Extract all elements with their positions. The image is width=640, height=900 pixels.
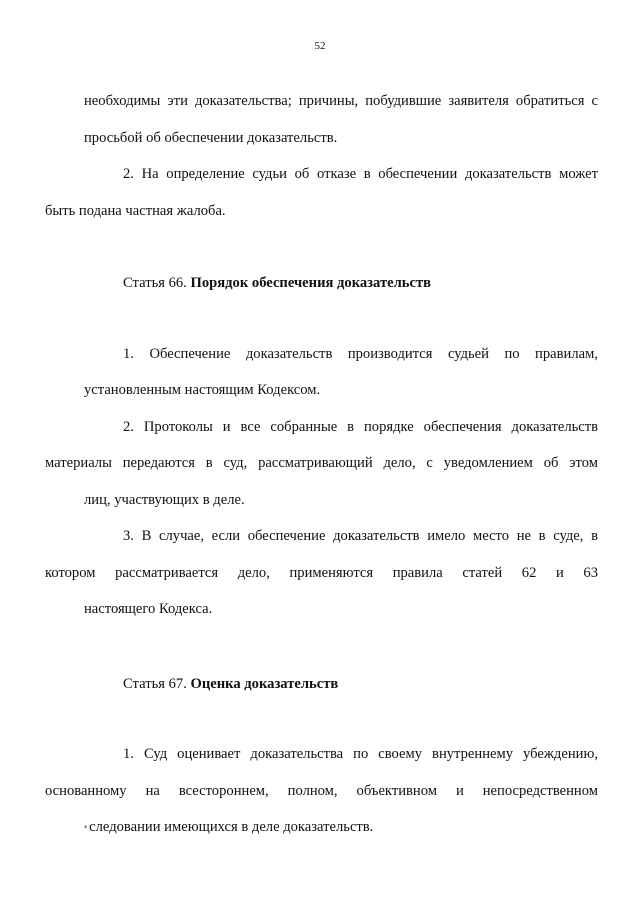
text-line: настоящего Кодекса.	[84, 601, 213, 617]
text-line: котором рассматривается дело, применяются правила статей 62 и 63	[45, 564, 598, 581]
article-heading-67	[84, 666, 598, 703]
text-line: 1. Обеспечение доказательств производится судьей по правилам,	[123, 345, 598, 362]
text-line: необходимы эти доказательства; причины, побудившие заявителя обратиться с	[84, 93, 598, 109]
text-line: просьбой об обеспечении доказательств.	[84, 129, 338, 146]
text-line	[45, 809, 598, 846]
text-line: основанному на всестороннем, полном, объективном и непосредственном	[45, 782, 598, 799]
text-line: быть подана частная жалоба.	[45, 202, 226, 219]
paragraph-item	[45, 518, 598, 628]
text-line-content: следовании имеющихся в деле доказательств.	[89, 819, 374, 835]
text-line: материалы передаются в суд, рассматривающий дело, с уведомлением об этом	[45, 455, 598, 471]
paragraph-item	[45, 736, 598, 846]
paragraph-item	[45, 409, 598, 519]
text-line: 2. Протоколы и все собранные в порядке обеспечения доказательств	[123, 418, 598, 435]
text-line: лиц, участвующих в деле.	[84, 491, 245, 508]
document-body	[45, 83, 598, 846]
text-line: 2. На определение судьи об отказе в обеспечении доказательств может	[123, 166, 598, 182]
text-line: установленным настоящим Кодексом.	[84, 382, 321, 398]
scan-artifact: •	[84, 822, 88, 833]
article-heading-66	[84, 265, 598, 302]
page-number: 52	[314, 40, 326, 52]
text-line: 1. Суд оценивает доказательства по своему внутреннему убеждению,	[123, 746, 598, 762]
article-title: Порядок обеспечения доказательств	[190, 275, 432, 291]
text-line: 3. В случае, если обеспечение доказательств имело место не в суде, в	[123, 528, 598, 544]
paragraph-continuation	[84, 83, 598, 156]
article-prefix: Статья 66.	[123, 275, 187, 291]
article-title: Оценка доказательств	[190, 675, 339, 692]
paragraph-item	[45, 156, 598, 229]
paragraph-item	[84, 336, 598, 409]
article-prefix: Статья 67.	[123, 675, 187, 692]
